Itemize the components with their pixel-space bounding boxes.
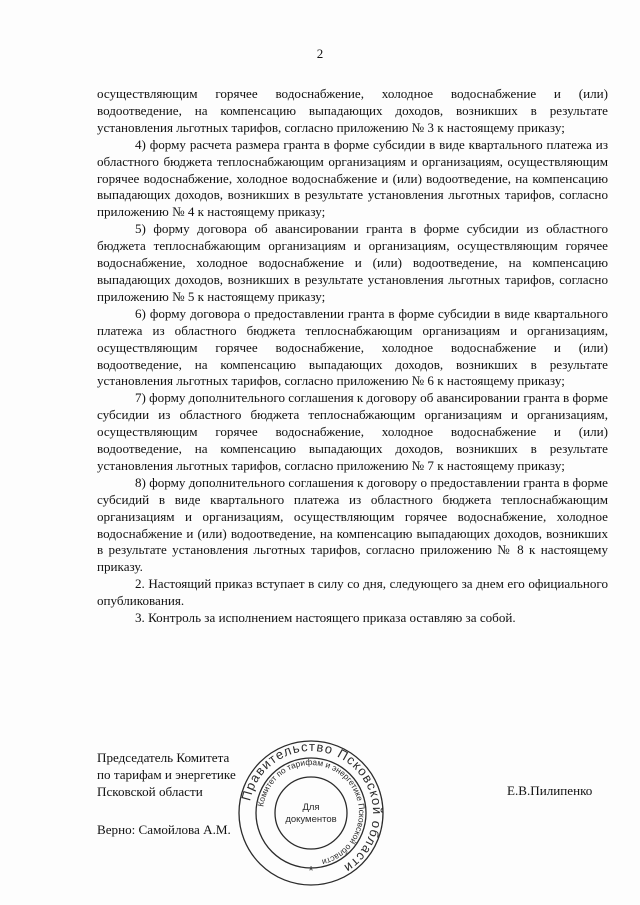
paragraph-clause-2: 2. Настоящий приказ вступает в силу со дня, следующего за днем его официального опубликования. xyxy=(97,576,608,609)
verno-line: Верно: Самойлова А.М. xyxy=(97,822,231,837)
paragraph-item-7: 7) форму дополнительного соглашения к договору об авансировании гранта в форме субсидии из областного бюджета теплоснабжающим организациям и организациям, осуществляющим горячее водоснабжение, холодное водоснабжение и (или) водоотведение, на компенсацию выпадающих доходов, возникших в результате установления льготных тарифов, согласно приложению № 7 к настоящему приказу; xyxy=(97,390,608,473)
official-stamp xyxy=(236,738,386,888)
page-number: 2 xyxy=(316,46,324,61)
stamp-center-line-2: документов xyxy=(285,814,337,825)
stamp-inner-text: Комитет по тарифам и энергетике Псковской области xyxy=(255,756,368,868)
signer-name: Е.В.Пилипенко xyxy=(507,783,593,798)
paragraph-item-5: 5) форму договора об авансировании гранта в форме субсидии из областного бюджета теплоснабжающим организациям и организациям, осуществляющим горячее водоснабжение, холодное водоснабжение и (или) водоотведение, на компенсацию выпадающих доходов, возникших в результате установления льготных тарифов, согласно приложению № 5 к настоящему приказу; xyxy=(97,221,608,304)
paragraph-continuation: осуществляющим горячее водоснабжение, холодное водоснабжение и (или) водоотведение, на компенсацию выпадающих доходов, возникших в результате установления льготных тарифов, согласно приложению № 3 к настоящему приказу; xyxy=(97,86,608,135)
signer-position-line-2: по тарифам и энергетике xyxy=(97,767,236,782)
paragraph-item-4: 4) форму расчета размера гранта в форме субсидии в виде квартального платежа из областного бюджета теплоснабжающим организациям и организациям, осуществляющим горячее водоснабжение, холодное водоснабжение и (или) водоотведение, на компенсацию выпадающих доходов, возникших в результате установления льготных тарифов, согласно приложению № 4 к настоящему приказу; xyxy=(97,136,608,220)
paragraph-clause-3: 3. Контроль за исполнением настоящего приказа оставляю за собой. xyxy=(135,610,516,626)
document-body xyxy=(97,86,608,627)
paragraph-item-8: 8) форму дополнительного соглашения к договору о предоставлении гранта в форме субсидий в виде квартального платежа из областного бюджета теплоснабжающим организациям и организациям, осуществляющим горячее водоснабжение, холодное водоснабжение и (или) водоотведение, на компенсацию выпадающих доходов, возникших в результате установления льготных тарифов, согласно приложению № 8 к настоящему приказу. xyxy=(97,474,608,575)
stamp-outer-text: Правительство Псковской области xyxy=(238,738,386,877)
signer-position-line-1: Председатель Комитета xyxy=(97,750,230,765)
paragraph-item-6: 6) форму договора о предоставлении гранта в форме субсидии в виде квартального платежа из областного бюджета теплоснабжающим организациям и организациям, осуществляющим горячее водоснабжение, холодное водоснабжение и (или) водоотведение, на компенсацию выпадающих доходов, возникших в результате установления льготных тарифов, согласно приложению № 6 к настоящему приказу; xyxy=(97,305,608,389)
stamp-center-line-1: Для xyxy=(302,802,320,813)
signer-position-line-3: Псковской области xyxy=(97,784,203,799)
stamp-star-icon: * xyxy=(308,863,314,878)
